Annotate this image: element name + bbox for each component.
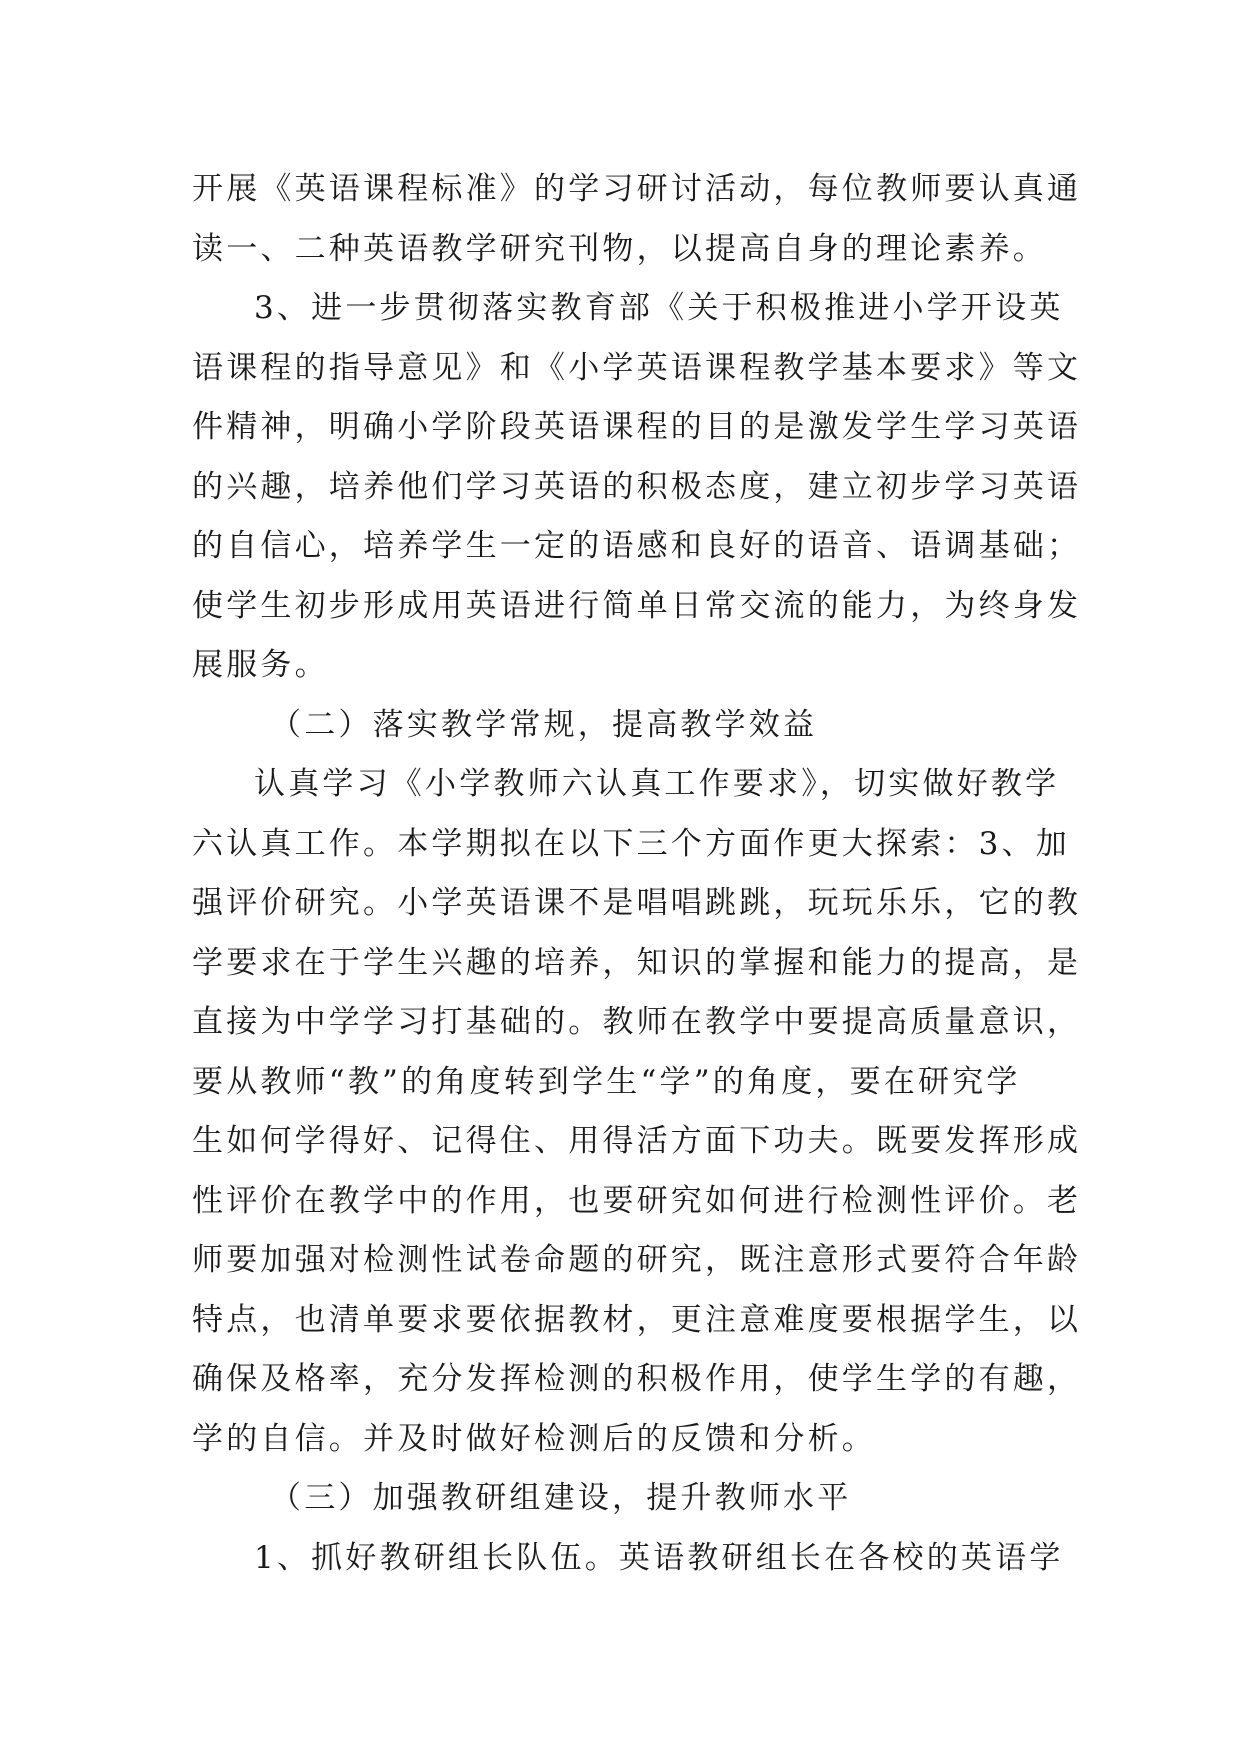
body-line: 开展《英语课程标准》的学习研讨活动，每位教师要认真通 [192,171,1082,207]
body-line: 学的自信。并及时做好检测后的反馈和分析。 [192,1420,876,1457]
body-line: 确保及格率，充分发挥检测的积极作用，使学生学的有趣， [192,1361,1082,1397]
body-line: 要从教师“教”的角度转到学生“学”的角度，要在研究学 [192,1063,1021,1100]
body-line: 师要加强对检测性试卷命题的研究，既注意形式要符合年龄 [192,1242,1082,1278]
body-line: 特点，也清单要求要依据教材，更注意难度要根据学生，以 [192,1301,1082,1338]
body-line: 展服务。 [192,647,329,683]
paragraph-start-line: 1、抓好教研组长队伍。英语教研组长在各校的英语学 [254,1539,1064,1576]
body-line: 语课程的指导意见》和《小学英语课程教学基本要求》等文 [192,349,1082,386]
body-line: 生如何学得好、记得住、用得活方面下功夫。既要发挥形成 [192,1123,1082,1159]
document-body [192,160,1082,1588]
section-heading: （二）落实教学常规，提高教学效益 [270,706,818,743]
body-line: 的自信心，培养学生一定的语感和良好的语音、语调基础； [192,528,1082,564]
body-line: 的兴趣，培养他们学习英语的积极态度，建立初步学习英语 [192,468,1082,505]
body-line: 使学生初步形成用英语进行简单日常交流的能力，为终身发 [192,587,1082,624]
body-line: 件精神，明确小学阶段英语课程的目的是激发学生学习英语 [192,409,1082,445]
section-heading: （三）加强教研组建设，提升教师水平 [270,1480,852,1516]
paragraph-start-line: 3、进一步贯彻落实教育部《关于积极推进小学开设英 [254,290,1064,326]
body-line: 强评价研究。小学英语课不是唱唱跳跳，玩玩乐乐，它的教 [192,885,1082,921]
body-line: 学要求在于学生兴趣的培养，知识的掌握和能力的提高，是 [192,944,1082,981]
body-line: 性评价在教学中的作用，也要研究如何进行检测性评价。老 [192,1182,1082,1219]
body-line: 直接为中学学习打基础的。教师在教学中要提高质量意识， [192,1004,1082,1040]
body-line: 六认真工作。本学期拟在以下三个方面作更大探索：3、加 [192,825,1070,862]
paragraph-start-line: 认真学习《小学教师六认真工作要求》，切实做好教学 [254,766,1060,802]
body-line: 读一、二种英语教学研究刊物，以提高自身的理论素养。 [192,230,1047,267]
